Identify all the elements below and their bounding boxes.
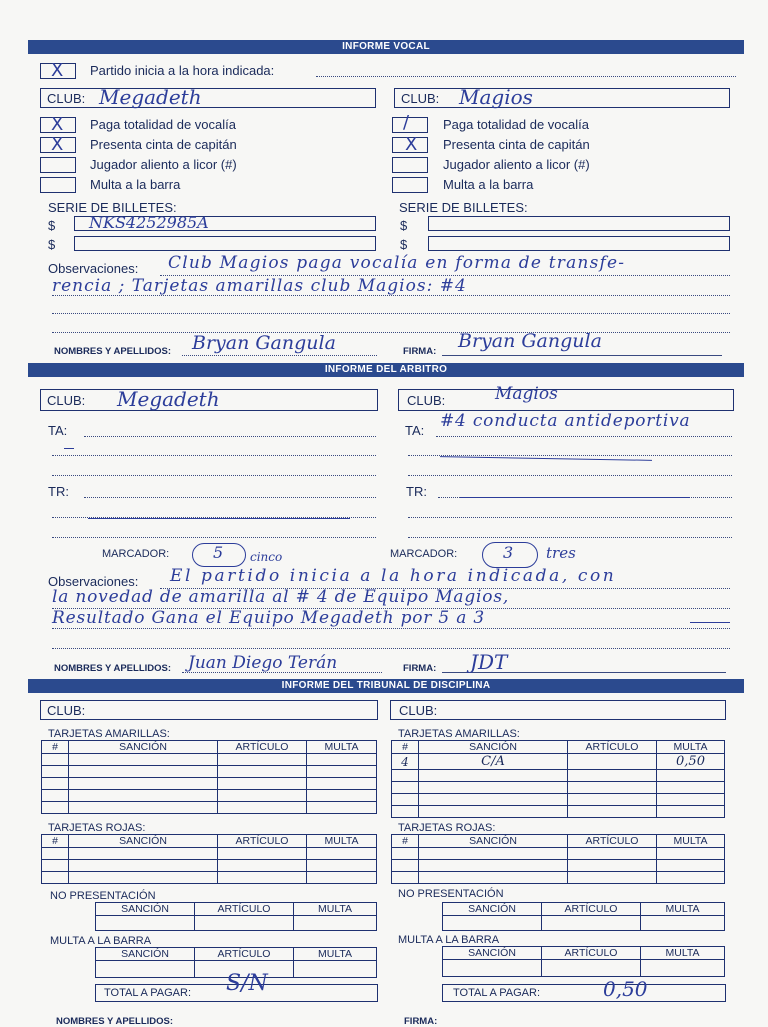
table-header-row (443, 947, 725, 960)
firma-label: FIRMA: (403, 663, 437, 674)
vocal-firma: Bryan Gangula (458, 330, 602, 352)
table-row[interactable] (392, 770, 725, 782)
section-header-vocal: INFORME VOCAL (28, 40, 744, 54)
col-articulo: ARTÍCULO (195, 903, 294, 916)
left-score: 5 (213, 543, 224, 562)
col-multa: MULTA (641, 903, 725, 916)
left-total-value: S/N (226, 971, 268, 996)
tr-label: TR: (48, 484, 69, 499)
no-presentacion-label: NO PRESENTACIÓN (398, 888, 504, 900)
left-billete-field-1[interactable] (74, 213, 376, 232)
row-sancion: C/A (419, 754, 568, 770)
nombres-label: NOMBRES Y APELLIDOS: (54, 663, 172, 674)
serie-label: SERIE DE BILLETES: (399, 200, 528, 215)
amarillas-label: TARJETAS AMARILLAS: (48, 728, 170, 740)
section-header-arbitro: INFORME DEL ARBITRO (28, 363, 744, 377)
table-row[interactable] (42, 754, 377, 766)
partido-line (316, 76, 736, 77)
left-aliento-checkbox[interactable] (40, 157, 76, 173)
vocal-obs-line-2: rencia ; Tarjetas amarillas club Magios: #4 (52, 276, 467, 296)
col-sancion: SANCIÓN (69, 835, 218, 848)
col-num: # (392, 835, 419, 848)
ta-line (52, 455, 376, 456)
pen-stroke (460, 497, 690, 498)
table-header-row (42, 835, 377, 848)
x-mark: X (51, 114, 64, 135)
firma-label: FIRMA: (404, 1016, 438, 1027)
rojas-label: TARJETAS ROJAS: (398, 822, 496, 834)
arbitro-left-club-name: Megadeth (117, 387, 220, 411)
arbitro-obs-line-1: El partido inicia a la hora indicada, con (170, 566, 617, 586)
right-amarillas-table (391, 740, 725, 818)
nombres-line (182, 355, 377, 356)
club-label: CLUB: (47, 91, 86, 106)
col-sancion: SANCIÓN (96, 903, 195, 916)
club-label: CLUB: (47, 393, 86, 408)
club-label: CLUB: (407, 393, 446, 408)
aliento-label: Jugador aliento a licor (#) (90, 157, 237, 172)
table-header-row (392, 835, 725, 848)
left-total-box[interactable] (95, 971, 378, 1002)
obs-line (52, 332, 730, 333)
ta-line (52, 475, 376, 476)
table-row[interactable] (392, 872, 725, 884)
table-row[interactable] (42, 872, 377, 884)
club-label: CLUB: (47, 703, 86, 718)
arbitro-right-club-name: Magios (495, 384, 558, 404)
ta-line (436, 436, 732, 437)
right-total-value: 0,50 (603, 977, 648, 1001)
no-presentacion-label: NO PRESENTACIÓN (50, 890, 156, 902)
rojas-label: TARJETAS ROJAS: (48, 822, 146, 834)
dollar-sign: $ (400, 218, 408, 233)
col-multa: MULTA (294, 948, 377, 961)
left-billete-value: NKS4252985A (89, 213, 209, 232)
aliento-label: Jugador aliento a licor (#) (443, 157, 590, 172)
firma-line (442, 355, 722, 356)
left-rojas-table (41, 834, 377, 884)
total-label: TOTAL A PAGAR: (104, 987, 192, 999)
table-row[interactable] (42, 790, 377, 802)
col-articulo: ARTÍCULO (218, 741, 307, 754)
row-multa: 0,50 (657, 754, 725, 770)
table-header-row (96, 948, 377, 961)
multa-barra-label: MULTA A LA BARRA (50, 935, 152, 947)
right-score: 3 (503, 543, 514, 562)
table-row[interactable] (392, 848, 725, 860)
col-articulo: ARTÍCULO (542, 947, 641, 960)
table-header-row (392, 741, 725, 754)
right-no-presentacion-table (442, 902, 725, 931)
club-label: CLUB: (399, 703, 438, 718)
tribunal-right-club-box[interactable] (390, 700, 726, 720)
tr-label: TR: (406, 484, 427, 499)
col-sancion: SANCIÓN (419, 741, 568, 754)
cinta-label: Presenta cinta de capitán (90, 137, 237, 152)
dollar-sign: $ (400, 237, 408, 252)
right-aliento-checkbox[interactable] (392, 157, 428, 173)
right-paga-checkbox[interactable] (392, 112, 428, 133)
col-sancion: SANCIÓN (69, 741, 218, 754)
table-row[interactable] (42, 802, 377, 814)
col-num: # (42, 741, 69, 754)
table-row[interactable] (42, 766, 377, 778)
col-multa: MULTA (307, 741, 377, 754)
vocal-left-club-name: Megadeth (99, 85, 202, 109)
right-billete-field-1[interactable] (428, 216, 730, 231)
table-row[interactable] (96, 916, 377, 931)
total-label: TOTAL A PAGAR: (453, 987, 541, 999)
col-articulo: ARTÍCULO (218, 835, 307, 848)
right-total-box[interactable] (442, 977, 726, 1002)
left-amarillas-table (41, 740, 377, 814)
tr-line (84, 497, 376, 498)
ta-line (408, 475, 732, 476)
amarillas-label: TARJETAS AMARILLAS: (398, 728, 520, 740)
multa-barra-label: Multa a la barra (443, 177, 534, 192)
x-mark: X (51, 60, 64, 81)
col-multa: MULTA (641, 947, 725, 960)
arbitro-right-club-box[interactable] (398, 384, 734, 411)
table-row[interactable] (392, 754, 725, 770)
table-row[interactable] (42, 848, 377, 860)
tr-line (408, 537, 732, 538)
left-score-box[interactable] (192, 543, 246, 567)
left-score-word: cinco (250, 550, 283, 564)
table-header-row (443, 903, 725, 916)
vocal-nombres: Bryan Gangula (192, 332, 336, 354)
table-row[interactable] (392, 860, 725, 872)
table-header-row (42, 741, 377, 754)
paga-label: Paga totalidad de vocalía (443, 117, 589, 132)
col-articulo: ARTÍCULO (542, 903, 641, 916)
arbitro-obs-line-2: la novedad de amarilla al # 4 de Equipo Magios, (52, 587, 510, 607)
col-num: # (42, 835, 69, 848)
pen-stroke (440, 456, 652, 461)
vocal-left-club-box[interactable] (40, 85, 376, 109)
vocal-right-club-name: Magios (459, 85, 533, 109)
obs-line (52, 628, 730, 629)
arbitro-firma: JDT (470, 650, 508, 674)
arbitro-right-ta: #4 conducta antideportiva (440, 411, 691, 431)
col-articulo: ARTÍCULO (568, 835, 657, 848)
right-score-box[interactable] (482, 542, 538, 568)
x-mark: X (51, 134, 64, 155)
table-row[interactable] (443, 960, 725, 977)
table-row[interactable] (42, 778, 377, 790)
dollar-sign: $ (48, 218, 56, 233)
vocal-right-club-box[interactable] (394, 85, 730, 109)
right-billete-field-2[interactable] (428, 236, 730, 251)
arbitro-obs-line-3: Resultado Gana el Equipo Megadeth por 5 a 3 (52, 608, 485, 628)
col-multa: MULTA (657, 741, 725, 754)
nombres-label: NOMBRES Y APELLIDOS: (54, 346, 172, 357)
nombres-label: NOMBRES Y APELLIDOS: (56, 1016, 174, 1027)
right-rojas-table (391, 834, 725, 884)
x-mark: X (405, 134, 418, 155)
ta-label: TA: (48, 423, 68, 438)
right-multa-checkbox[interactable] (392, 177, 428, 193)
table-row[interactable] (392, 794, 725, 806)
row-num: 4 (392, 754, 419, 770)
marcador-label: MARCADOR: (390, 548, 458, 560)
left-multa-checkbox[interactable] (40, 177, 76, 193)
left-paga-checkbox[interactable] (40, 114, 76, 135)
paga-label: Paga totalidad de vocalía (90, 117, 236, 132)
table-header-row (96, 903, 377, 916)
ta-line (84, 436, 376, 437)
serie-label: SERIE DE BILLETES: (48, 200, 177, 215)
pen-stroke (64, 448, 74, 449)
pen-stroke (690, 622, 730, 623)
slash-mark: / (403, 112, 410, 133)
club-label: CLUB: (401, 91, 440, 106)
arbitro-left-club-box[interactable] (40, 389, 378, 411)
col-sancion: SANCIÓN (443, 947, 542, 960)
observaciones-label: Observaciones: (48, 574, 139, 589)
cinta-label: Presenta cinta de capitán (443, 137, 590, 152)
col-num: # (392, 741, 419, 754)
obs-line (52, 648, 730, 649)
right-cinta-checkbox[interactable] (392, 134, 428, 155)
table-row[interactable] (443, 916, 725, 931)
vocal-obs-line-1: Club Magios paga vocalía en forma de transfe- (168, 253, 626, 273)
dollar-sign: $ (48, 237, 56, 252)
col-articulo: ARTÍCULO (568, 741, 657, 754)
partido-checkbox[interactable] (40, 60, 76, 81)
table-row[interactable] (392, 782, 725, 794)
section-header-tribunal: INFORME DEL TRIBUNAL DE DISCIPLINA (28, 679, 744, 693)
col-multa: MULTA (294, 903, 377, 916)
left-no-presentacion-table (95, 902, 377, 931)
obs-line (52, 313, 730, 314)
multa-barra-label: Multa a la barra (90, 177, 181, 192)
partido-inicia-label: Partido inicia a la hora indicada: (90, 63, 275, 78)
col-multa: MULTA (657, 835, 725, 848)
tr-line (52, 537, 376, 538)
table-row[interactable] (392, 806, 725, 818)
arbitro-nombres: Juan Diego Terán (188, 653, 338, 673)
pen-stroke (88, 518, 350, 519)
left-cinta-checkbox[interactable] (40, 134, 76, 155)
tr-line (408, 517, 732, 518)
col-multa: MULTA (307, 835, 377, 848)
col-sancion: SANCIÓN (96, 948, 195, 961)
table-row[interactable] (42, 860, 377, 872)
observaciones-label: Observaciones: (48, 261, 139, 276)
col-sancion: SANCIÓN (419, 835, 568, 848)
marcador-label: MARCADOR: (102, 548, 170, 560)
multa-barra-label: MULTA A LA BARRA (398, 934, 500, 946)
right-multa-barra-table (442, 946, 725, 977)
tribunal-left-club-box[interactable] (40, 700, 378, 720)
left-billete-field-2[interactable] (74, 236, 376, 251)
right-score-word: tres (546, 544, 576, 562)
firma-label: FIRMA: (403, 346, 437, 357)
col-sancion: SANCIÓN (443, 903, 542, 916)
col-articulo: ARTÍCULO (195, 948, 294, 961)
ta-label: TA: (405, 423, 425, 438)
